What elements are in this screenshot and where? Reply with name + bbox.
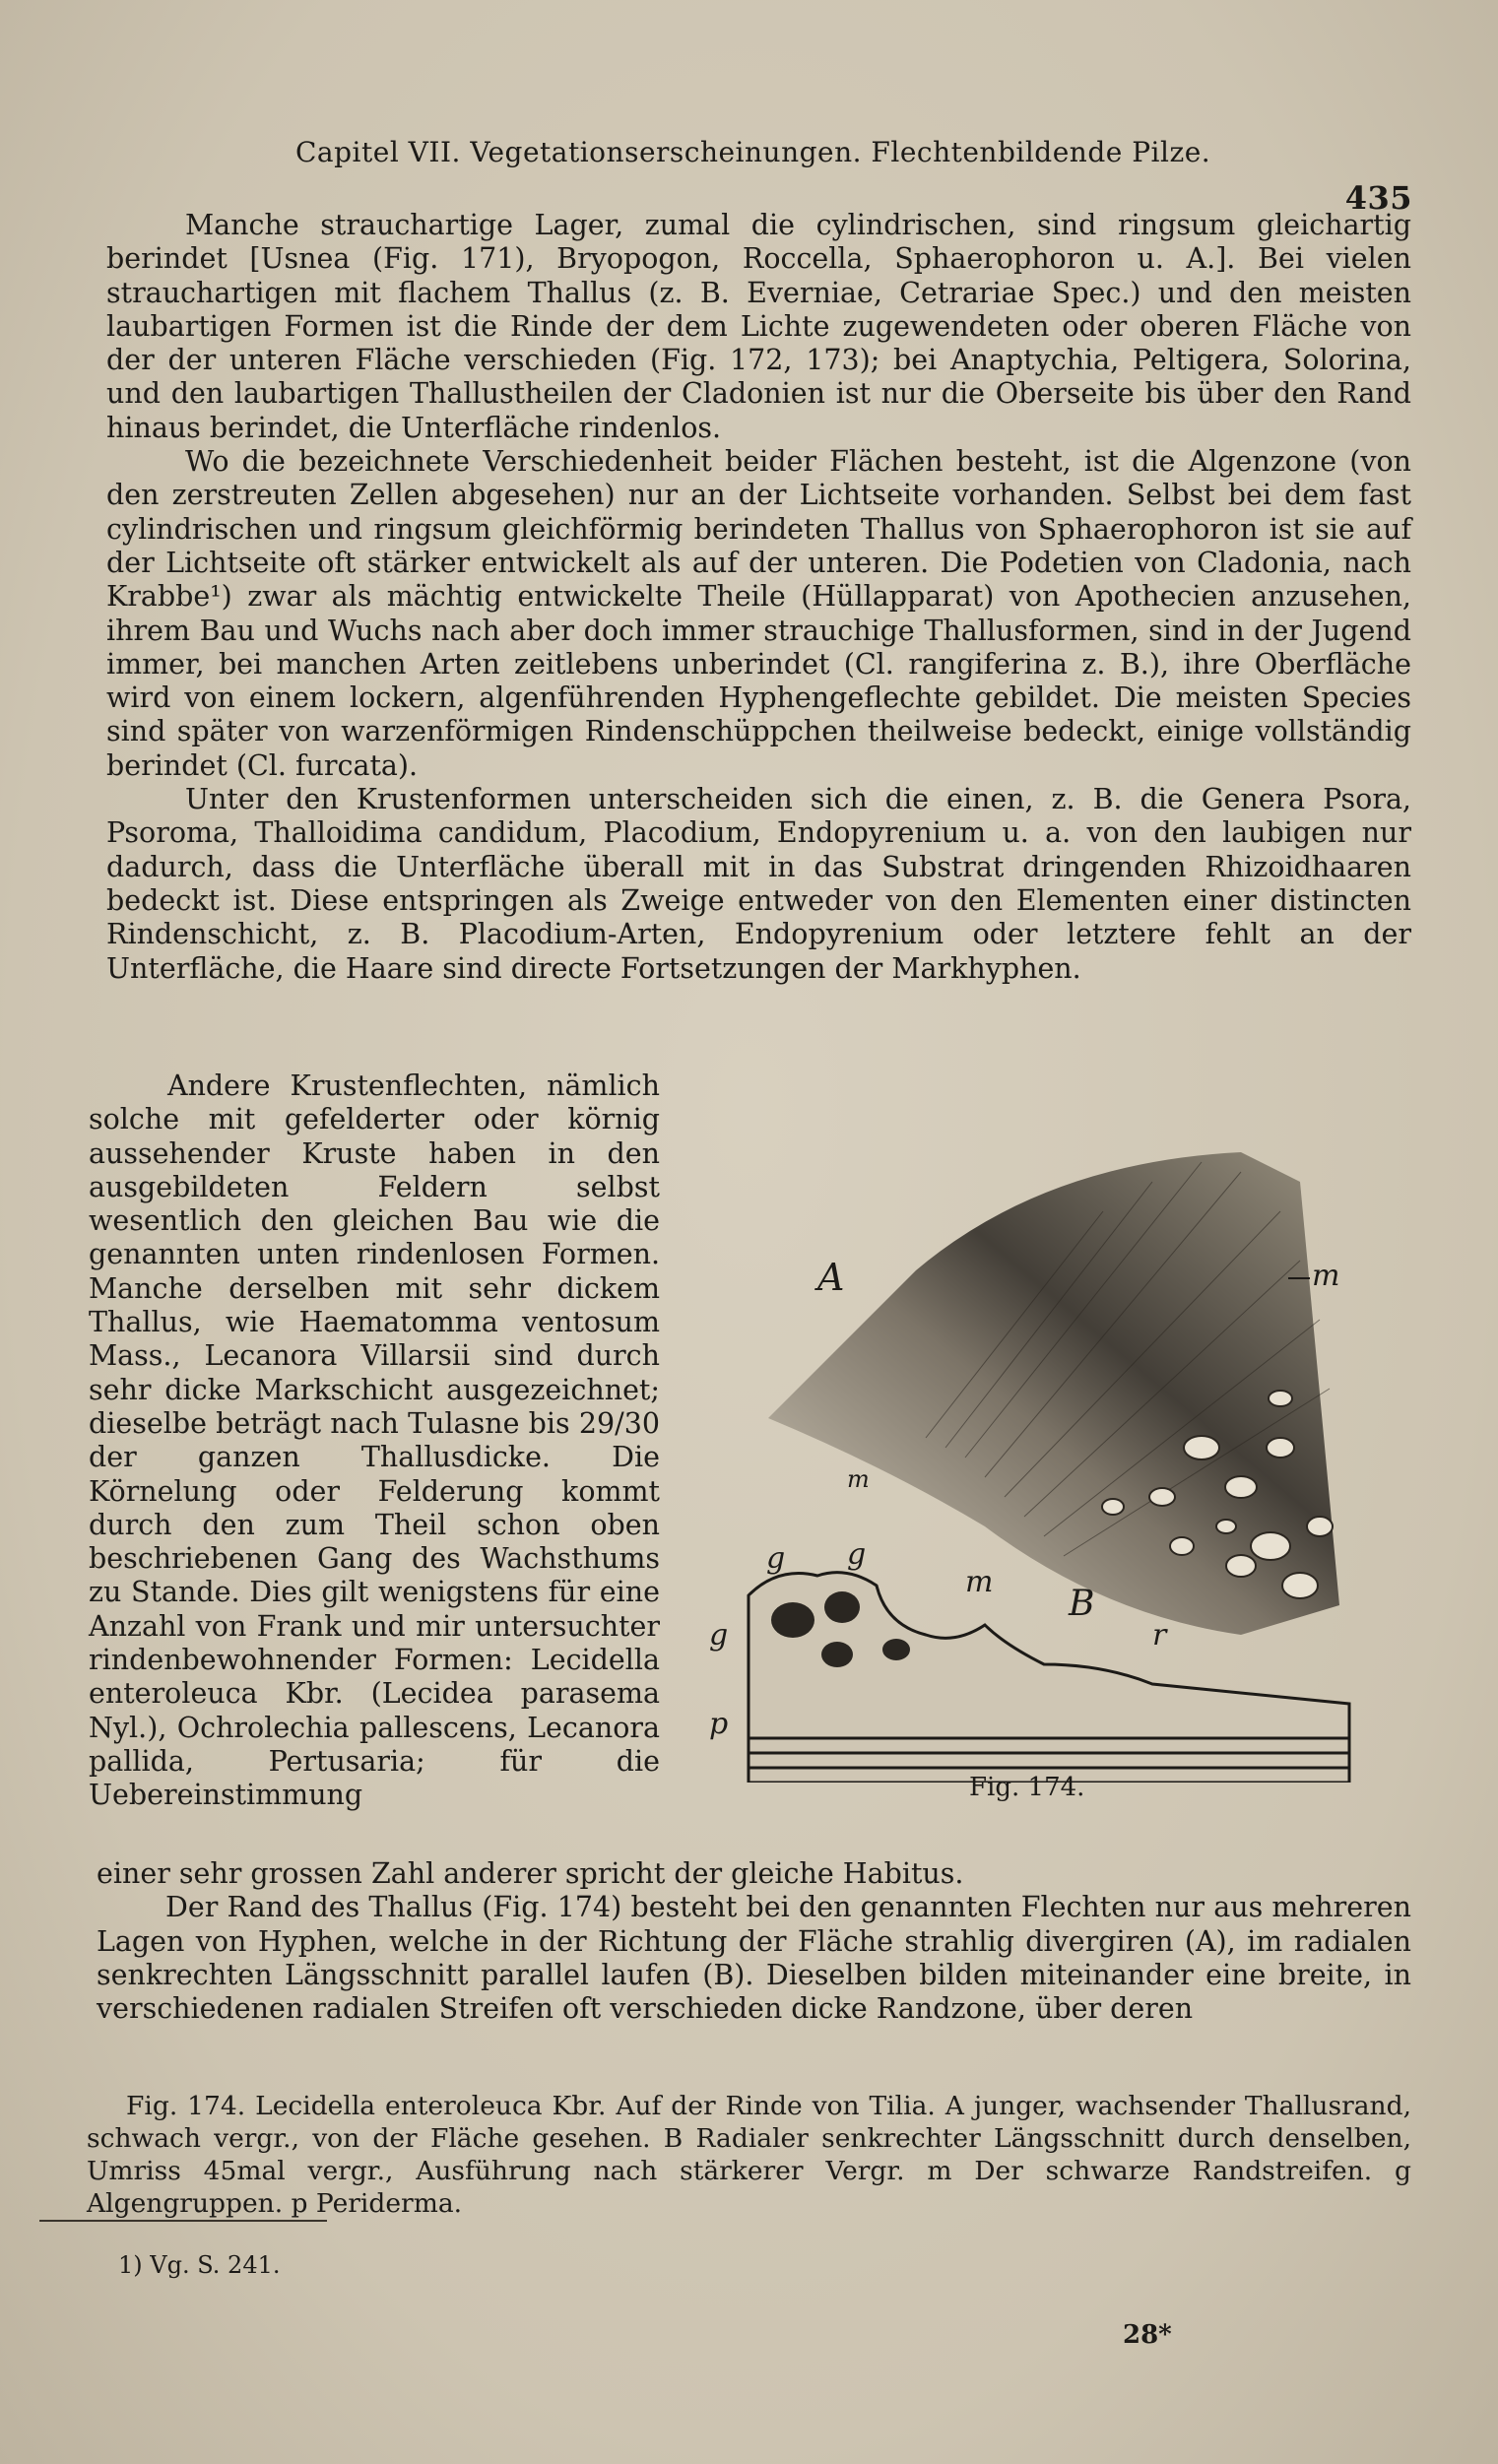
- signature-mark: 28*: [1123, 2320, 1172, 2350]
- fig-label-b: B: [1069, 1584, 1095, 1624]
- paragraph-4-end: einer sehr grossen Zahl anderer spricht der gleiche Habitus.: [97, 1857, 964, 1890]
- paragraph-3: Unter den Krustenformen unterscheiden sich die einen, z. B. die Genera Psora, Psoroma, Thalloidima candidum, Placodium, Endopyrenium u. a. von den laubigen nur dadurch, dass die Unterfläche überall mit in das Substrat dringenden Rhizoidhaaren bedeckt ist. Diese entspringen als Zweige entweder von den Elementen einer distincten Rindenschicht, z. B. Placodium-Arten, Endopyrenium oder letztere fehlt an der Unterfläche, die Haare sind directe Fortsetzungen der Markhyphen.: [106, 783, 1411, 985]
- lichen-thallus-illustration: [689, 1152, 1379, 1783]
- fig-label-p: p: [709, 1707, 729, 1741]
- figure-caption-text: Fig. 174. Lecidella enteroleuca Kbr. Auf der Rinde von Tilia. A junger, wachsender Thallusrand, schwach vergr., von der Fläche gesehen. B Radialer senkrechter Längsschnitt durch denselben, Umriss 45mal vergr., Ausführung nach stärkerer Vergr. m Der schwarze Randstreifen. g Algengruppen. p Periderma.: [87, 2091, 1411, 2219]
- body-text-narrow-column: [89, 1070, 660, 1813]
- footnote: 1) Vg. S. 241.: [118, 2251, 281, 2279]
- figure-caption-label: Fig. 174.: [969, 1773, 1085, 1802]
- running-title: Capitel VII. Vegetationserscheinungen. Flechtenbildende Pilze.: [295, 136, 1211, 168]
- body-text-lower: [97, 1857, 1411, 2026]
- fig-label-m-mid: m: [847, 1465, 870, 1493]
- paragraph-5: Der Rand des Thallus (Fig. 174) besteht bei den genannten Flechten nur aus mehreren Lagen von Hyphen, welche in der Richtung der Fläche strahlig divergiren (A), im radialen senkrechten Längsschnitt parallel laufen (B). Dieselben bilden miteinander eine breite, in verschiedenen radialen Streifen oft verschieden dicke Randzone, über deren: [97, 1891, 1411, 2026]
- fig-label-g3: g: [709, 1618, 729, 1653]
- fig-label-m-b: m: [965, 1565, 994, 1599]
- fig-label-a: A: [817, 1256, 845, 1299]
- body-text-top: [106, 209, 1411, 986]
- figure-caption: [87, 2090, 1411, 2220]
- fig-label-r: r: [1152, 1618, 1167, 1653]
- paragraph-4: Andere Krustenflechten, nämlich solche mit gefelderter oder körnig aussehender Kruste haben in den ausgebildeten Feldern selbst wesentlich den gleichen Bau wie die genannten unten rindenlosen Formen. Manche derselben mit sehr dickem Thallus, wie Haematomma ventosum Mass., Lecanora Villarsii sind durch sehr dicke Markschicht ausgezeichnet; dieselbe beträgt nach Tulasne bis 29/30 der ganzen Thallusdicke. Die Körnelung oder Felderung kommt durch den zum Theil schon oben beschriebenen Gang des Wachsthums zu Stande. Dies gilt wenigstens für eine Anzahl von Frank und mir untersuchter rindenbewohnender Formen: Lecidella enteroleuca Kbr. (Lecidea parasema Nyl.), Ochrolechia pallescens, Lecanora pallida, Pertusaria; für die Uebereinstimmung: [89, 1070, 660, 1812]
- footnote-rule: [39, 2220, 327, 2222]
- fig-label-g1: g: [766, 1541, 786, 1576]
- paragraph-1: Manche strauchartige Lager, zumal die cylindrischen, sind ringsum gleichartig berindet [Usnea (Fig. 171), Bryopogon, Roccella, Sphaerophoron u. A.]. Bei vielen strauchartigen mit flachem Thallus (z. B. Everniae, Cetrariae Spec.) und den meisten laubartigen Formen ist die Rinde der dem Lichte zugewendeten oder oberen Fläche von der der unteren Fläche verschieden (Fig. 172, 173); bei Anaptychia, Peltigera, Solorina, und den laubartigen Thallustheilen der Cladonien ist nur die Oberseite bis über den Rand hinaus berindet, die Unterfläche rindenlos.: [106, 209, 1411, 444]
- fig-label-m-top: m: [1312, 1259, 1340, 1293]
- fig-label-g2: g: [847, 1537, 867, 1572]
- figure-174: [689, 1152, 1379, 1783]
- page-number: 435: [1344, 179, 1412, 217]
- paragraph-2: Wo die bezeichnete Verschiedenheit beider Flächen besteht, ist die Algenzone (von den zerstreuten Zellen abgesehen) nur an der Lichtseite vorhanden. Selbst bei dem fast cylindrischen und ringsum gleichförmig berindeten Thallus von Sphaerophoron ist sie auf der Lichtseite oft stärker entwickelt als auf der unteren. Die Podetien von Cladonia, nach Krabbe¹) zwar als mächtig entwickelte Theile (Hüllapparat) von Apothecien anzusehen, ihrem Bau und Wuchs nach aber doch immer strauchige Thallusformen, sind in der Jugend immer, bei manchen Arten zeitlebens unberindet (Cl. rangiferina z. B.), ihre Oberfläche wird von einem lockern, algenführenden Hyphengeflechte gebildet. Die meisten Species sind später von warzenförmigen Rindenschüppchen theilweise bedeckt, einige vollständig berindet (Cl. furcata).: [106, 445, 1411, 782]
